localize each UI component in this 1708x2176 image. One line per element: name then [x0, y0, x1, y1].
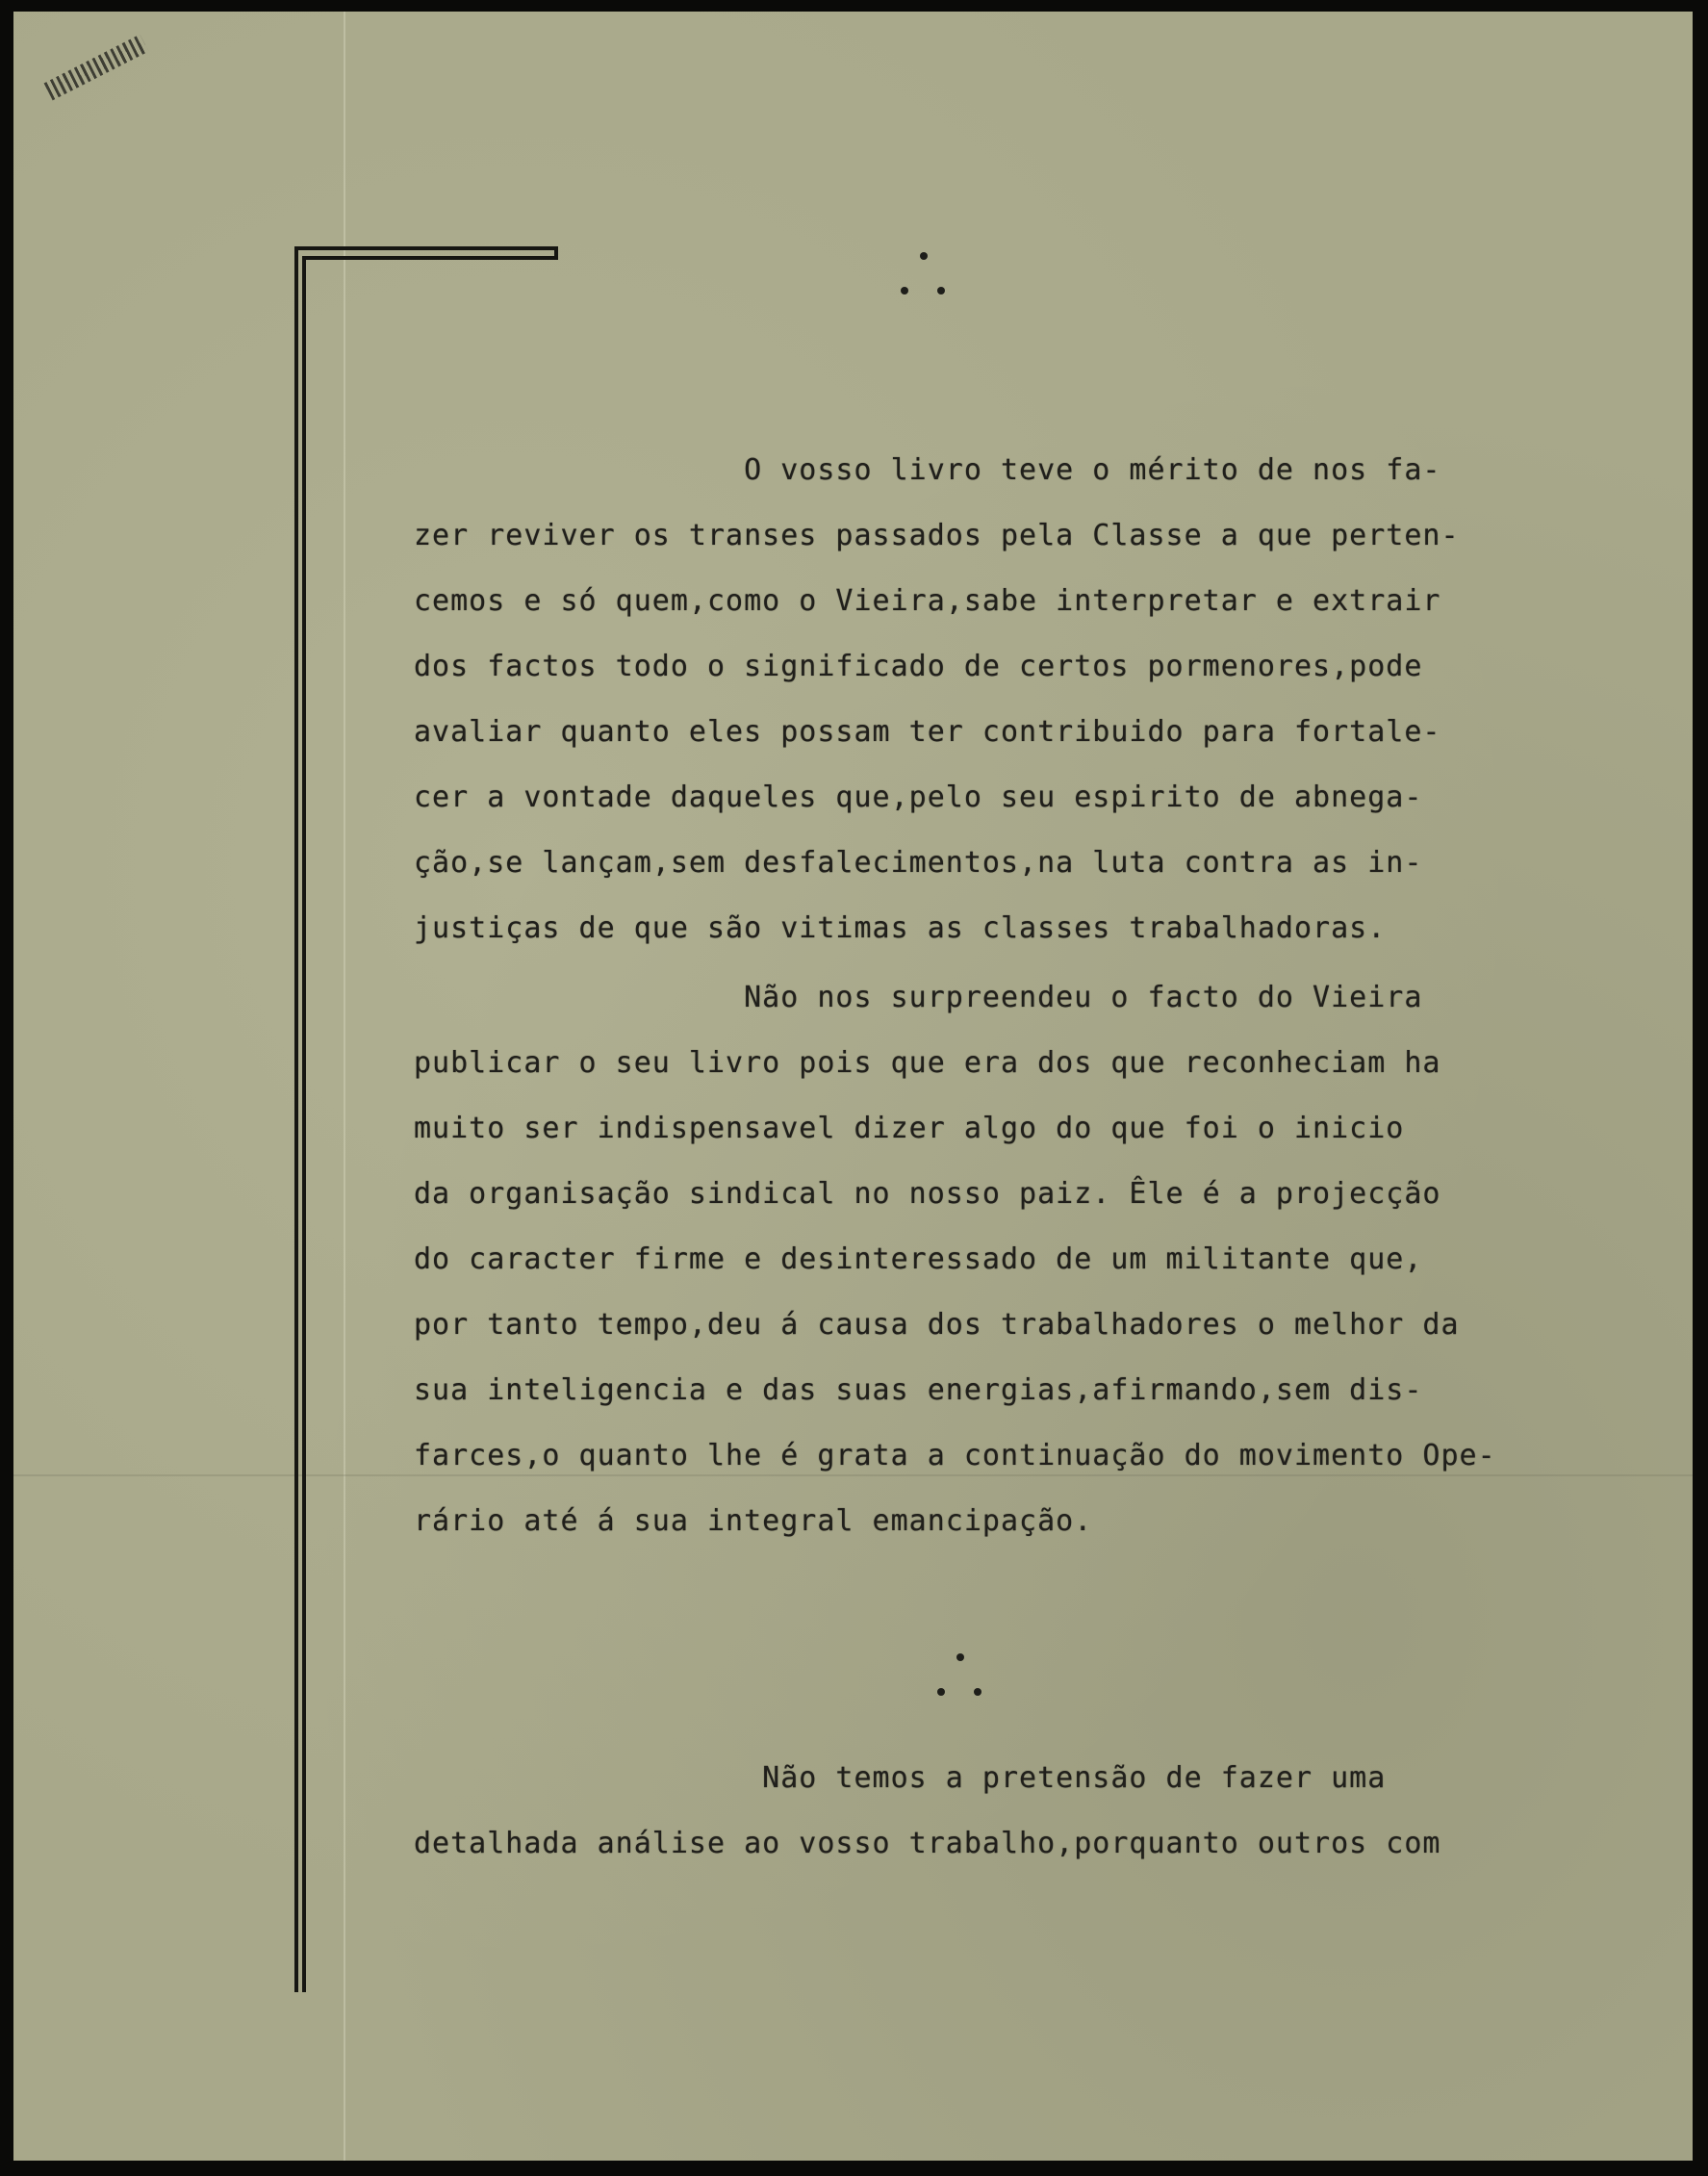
- text-line: dos factos todo o significado de certos pormenores,pode: [414, 650, 1423, 683]
- text-line: por tanto tempo,deu á causa dos trabalhadores o melhor da: [414, 1308, 1460, 1342]
- text-line: do caracter firme e desinteressado de um militante que,: [414, 1242, 1423, 1276]
- separator-middle: [931, 1653, 989, 1707]
- text-line: ção,se lançam,sem desfalecimentos,na luta contra as in-: [414, 846, 1423, 880]
- separator-dot: [974, 1688, 981, 1696]
- text-line: Não temos a pretensão de fazer uma: [414, 1761, 1387, 1795]
- text-line: cemos e só quem,como o Vieira,sabe interpretar e extrair: [414, 584, 1441, 618]
- text-line: farces,o quanto lhe é grata a continuação do movimento Ope-: [414, 1439, 1496, 1472]
- text-line: Não nos surpreendeu o facto do Vieira: [414, 981, 1423, 1014]
- text-line: cer a vontade daqueles que,pelo seu espirito de abnega-: [414, 781, 1423, 814]
- separator-dot: [901, 287, 908, 294]
- text-line: justiças de que são vitimas as classes trabalhadoras.: [414, 911, 1387, 945]
- text-line: rário até á sua integral emancipação.: [414, 1504, 1093, 1538]
- text-line: da organisação sindical no nosso paiz. Êle é a projecção: [414, 1177, 1441, 1211]
- text-line: avaliar quanto eles possam ter contribuido para fortale-: [414, 715, 1441, 749]
- separator-dot: [937, 1688, 945, 1696]
- text-line: muito ser indispensavel dizer algo do que foi o inicio: [414, 1112, 1405, 1145]
- text-line: detalhada análise ao vosso trabalho,porquanto outros com: [414, 1827, 1441, 1860]
- text-line: O vosso livro teve o mérito de nos fa-: [414, 453, 1441, 487]
- text-line: zer reviver os transes passados pela Classe a que perten-: [414, 519, 1460, 552]
- paragraph-3: [414, 1746, 1549, 1877]
- paragraph-2: [414, 965, 1549, 1554]
- separator-top: [895, 252, 953, 306]
- separator-dot: [920, 252, 928, 260]
- separator-dot: [956, 1653, 964, 1661]
- paragraph-1: [414, 438, 1549, 961]
- text-line: sua inteligencia e das suas energias,afirmando,sem dis-: [414, 1373, 1423, 1407]
- text-line: publicar o seu livro pois que era dos que reconheciam ha: [414, 1046, 1441, 1080]
- separator-dot: [937, 287, 945, 294]
